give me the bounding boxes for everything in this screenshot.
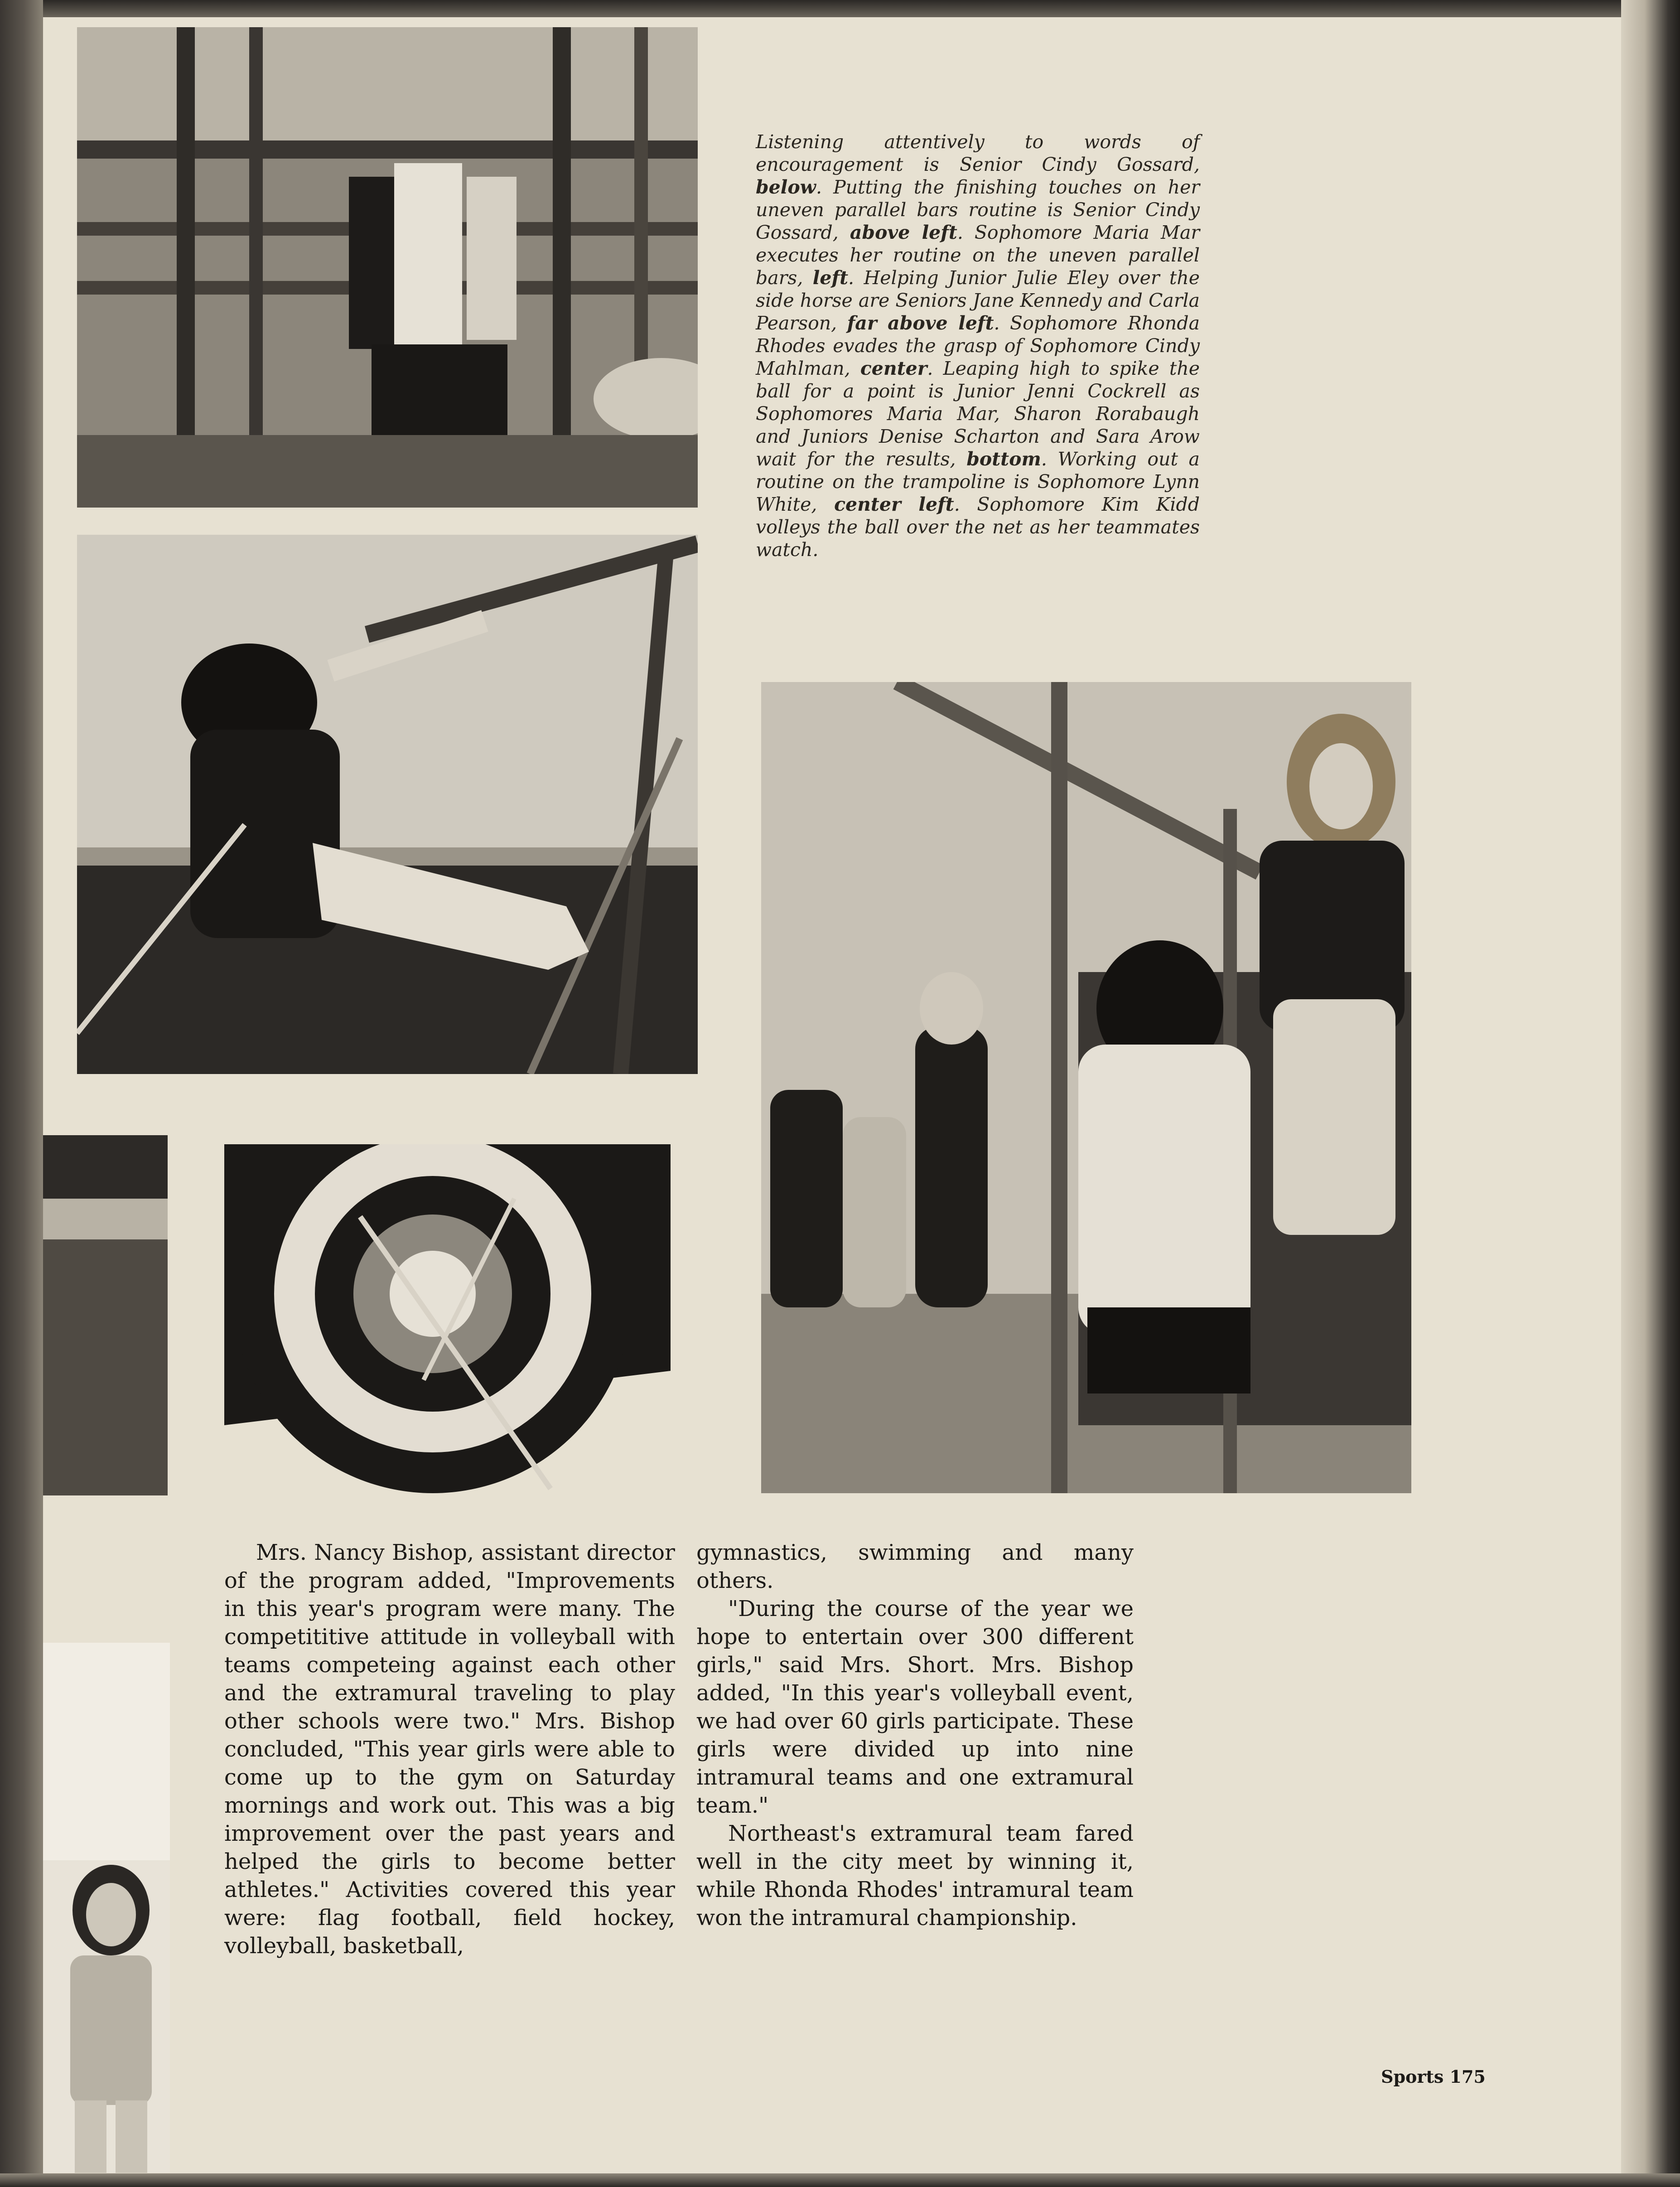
photo-student-sliver bbox=[43, 1643, 170, 2173]
photo-archery-target bbox=[224, 1144, 671, 1502]
body-paragraph: gymnastics, swimming and many others. bbox=[696, 1540, 1134, 1593]
page-edge-bottom bbox=[0, 2173, 1680, 2187]
photo-field-sliver bbox=[43, 1135, 168, 1495]
caption-text: . Working out a routine on the trampoline is Sophomore Lynn White, bbox=[756, 448, 1200, 515]
photo-caption bbox=[756, 131, 1200, 561]
caption-location-key: center left bbox=[834, 494, 954, 515]
body-paragraph: Mrs. Nancy Bishop, assistant director of the program added, "Improvements in this year's program were many. The competititive attitude in volleyball with teams competeing against each other and the extramural traveling to play other schools were two." Mrs. Bishop concluded, "This year girls were able to come up to the gym on Saturday mornings and work out. This was a big improvement over the past years and helped the girls to become better athletes." Activities covered this year were: flag football, field hockey, volleyball, basketball, bbox=[224, 1540, 675, 1959]
caption-location-key: below bbox=[756, 176, 816, 198]
photo-gym-group bbox=[761, 682, 1411, 1493]
caption-location-key: center bbox=[860, 358, 927, 379]
caption-text: . Sophomore Kim Kidd volleys the ball over the net as her teammates watch. bbox=[756, 494, 1200, 561]
caption-text: Listening attentively to words of encouragement is Senior Cindy Gossard, bbox=[756, 131, 1200, 175]
caption-text: . Helping Junior Julie Eley over the side horse are Seniors Jane Kennedy and Carla Pearson, bbox=[756, 267, 1200, 334]
body-paragraph: "During the course of the year we hope to entertain over 300 different girls," said Mrs. Short. Mrs. Bishop added, "In this year's volleyball event, we had over 60 girls participate. These girls were divided up into nine intramural teams and one extramural team." bbox=[696, 1596, 1134, 1818]
page-edge-left bbox=[0, 0, 43, 2187]
page-edge-right bbox=[1621, 0, 1680, 2187]
page-folio: Sports 175 bbox=[1381, 2066, 1486, 2087]
page-edge-top bbox=[0, 0, 1680, 17]
caption-location-key: left bbox=[812, 267, 849, 289]
photo-uneven-bars-middle bbox=[77, 535, 698, 1074]
caption-location-key: bottom bbox=[966, 448, 1041, 470]
caption-location-key: above left bbox=[850, 222, 957, 243]
caption-location-key: far above left bbox=[847, 312, 994, 334]
body-column-right bbox=[696, 1539, 1134, 1932]
caption-text: . Sophomore Maria Mar executes her routine on the uneven parallel bars, bbox=[756, 222, 1200, 289]
photo-uneven-bars-top bbox=[77, 27, 698, 508]
body-paragraph: Northeast's extramural team fared well in the city meet by winning it, while Rhonda Rhodes' intramural team won the intramural championship. bbox=[696, 1821, 1134, 1931]
caption-text: . Leaping high to spike the ball for a point is Junior Jenni Cockrell as Sophomores Maria Mar, Sharon Rorabaugh and Juniors Denise Scharton and Sara Arow wait for the results, bbox=[756, 358, 1200, 470]
caption-text: . Putting the finishing touches on her uneven parallel bars routine is Senior Cindy Gossard, bbox=[756, 176, 1200, 243]
body-column-left bbox=[224, 1539, 675, 1960]
caption-text: . Sophomore Rhonda Rhodes evades the grasp of Sophomore Cindy Mahlman, bbox=[756, 312, 1200, 379]
